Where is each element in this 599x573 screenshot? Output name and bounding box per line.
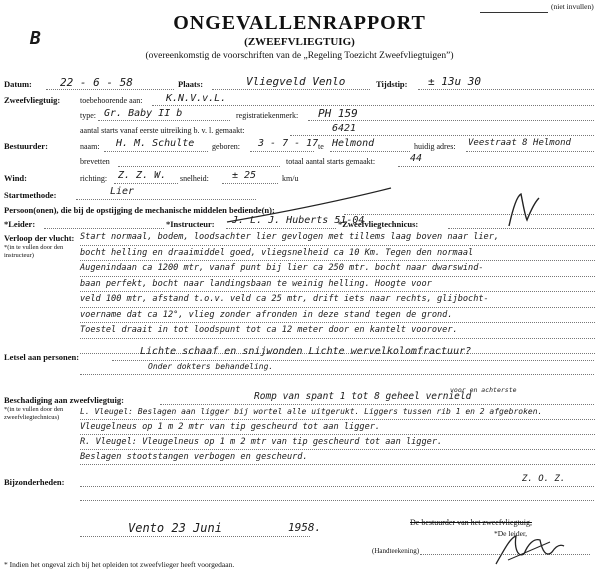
datum-value: 22 - 6 - 58 [60,76,133,89]
beschadiging-label: Beschadiging aan zweefvliegtuig: [4,395,124,405]
instructeur-line [226,228,336,229]
starts-label: aantal starts vanaf eerste uitreiking b. v. l. gemaakt: [80,126,245,135]
technicus-label: *Zweefvliegtechnicus: [338,219,419,229]
leider-signature [490,530,570,570]
datum-line [46,89,174,90]
verloop-line: bocht helling en draaimiddel goed, vliegsnelheid ca 10 Km. Tegen den normaal [80,246,595,262]
footer-place-date: Vento 23 Juni [128,521,222,535]
richting-line [114,183,178,184]
verloop-line: Start normaal, bodem, loodsachter lier gevlogen met tillems laag boven naar lier, [80,230,595,246]
bijzonderheden-line [80,486,594,487]
wind-label: Wind: [4,173,27,183]
type-line [98,120,230,121]
naam-value: H. M. Schulte [116,138,195,149]
tijdstip-line [418,89,594,90]
page-title: ONGEVALLENRAPPORT [173,12,426,34]
adres-line [466,151,594,152]
richting-label: richting: [80,174,108,183]
plaats-line [212,89,370,90]
datum-label: Datum: [4,79,32,89]
geboren-label: geboren: [212,142,240,151]
totaal-starts-value: 44 [410,153,423,164]
registratie-label: registratiekenmerk: [236,111,299,120]
starts-line [290,135,594,136]
leider-line [44,228,164,229]
naam-label: naam: [80,142,100,151]
bestuurder-label: Bestuurder: [4,141,48,151]
snelheid-label: snelheid: [180,174,209,183]
instructeur-value: J. L. J. Huberts 51-04 [232,215,365,226]
footer-year: 1958. [288,521,322,534]
beschadiging-top-value: Romp van spant 1 tot 8 geheel vernield [254,391,472,402]
tijdstip-value: ± 13u 30 [428,75,481,88]
zweefvliegtuig-label: Zweefvliegtuig: [4,95,61,105]
adres-label: huidig adres: [414,142,456,151]
letsel-line2: Onder dokters behandeling. [148,362,274,371]
registratie-line [308,120,594,121]
beschadiging-line-text: L. Vleugel: Beslagen aan ligger bij wortel alle uitgerukt. Liggers tussen rib 1 en 2 afgebroken. [80,405,595,420]
verloop-line: veld 100 mtr, afstand t.o.v. veld ca 25 mtr, drift iets naar rechts, glijbocht- [80,292,595,308]
beschadiging-line-text: Vleugelneus op 1 m 2 mtr van tip gescheurd tot aan ligger. [80,420,595,435]
page-subtitle: (ZWEEFVLIEGTUIG) [244,36,355,48]
richting-value: Z. Z. W. [118,170,167,181]
beschadiging-line-text: Beslagen stootstangen verbogen en gescheurd. [80,450,595,465]
type-label: type: [80,111,96,120]
verloop-label: Verloop der vlucht: [4,233,75,243]
geboren-line [250,151,314,152]
toebehoorende-value: K.N.V.v.L. [166,93,227,104]
beschadiging-lines [80,405,595,465]
brevetten-label: brevetten [80,157,110,166]
startmethode-value: Lier [110,186,135,197]
bijzonderheden-value: Z. O. Z. [522,474,566,484]
verloop-line: Toestel draait in tot loodspunt tot ca 12 meter door en kantelt voorover. [80,323,595,339]
footnote: * Indien het ongeval zich bij het opleiden tot zweefvlieger heeft voorgedaan. [4,560,235,569]
toebehoorende-line [152,105,594,106]
verloop-line: Augenindaan ca 1200 mtr, vanaf punt bij lier ca 250 mtr. bocht naar dwarswind- [80,261,595,277]
bestuurder-signature-label: De bestuurder van het zweefvliegtuig, [410,518,532,527]
letsel-label: Letsel aan personen: [4,352,80,362]
beschadiging-top-extra: voor en achterste [450,386,517,394]
bijzonderheden-line [80,500,594,501]
verloop-note: *(in te vullen door den instructeur) [4,244,64,259]
totaal-starts-line [398,166,594,167]
letsel-line [80,374,594,375]
verloop-line: voername dat ca 12°, vlieg zonder afronden in deze stand tegen de grond. [80,308,595,324]
starts-value: 6421 [332,123,357,134]
regulation-note: (overeenkomstig de voorschriften van de „Regeling Toezicht Zweefvliegtuigen”) [145,51,454,61]
te-label: te [318,142,324,151]
geboren-value: 3 - 7 - 17 [258,138,319,149]
letsel-line [112,360,594,361]
snelheid-value: ± 25 [232,170,257,181]
toebehoorende-label: toebehoorende aan: [80,96,143,105]
letsel-line1: Lichte schaaf en snijwonden Lichte wervelkolomfractuur? [140,346,472,357]
naam-line [104,151,208,152]
tijdstip-label: Tijdstip: [376,79,408,89]
plaats-value: Vliegveld Venlo [246,75,346,88]
beschadiging-line-text: R. Vleugel: Vleugelneus op 1 m 2 mtr van tip gescheurd tot aan ligger. [80,435,595,450]
verloop-line: baan perfekt, bocht naar landingsbaan te weinig helling. Hoogte voor [80,277,595,293]
personen-label: Persoon(onen), die bij de opstijging de mechanische middelen bediende(n): [4,205,275,215]
technicus-signature [505,190,545,230]
strike-through-stroke [225,184,395,228]
te-line [330,151,410,152]
type-value: Gr. Baby II b [104,108,183,119]
adres-value: Veestraat 8 Helmond [468,138,571,148]
verloop-lines [80,230,595,354]
instructeur-label: *Instructeur: [166,219,215,229]
brevetten-line [118,166,280,167]
snelheid-unit: km/u [282,174,299,183]
not-to-fill-note: (niet invullen) [551,2,594,11]
leider-label: *Leider: [4,219,36,229]
handteekening-label: (Handteekening) [372,547,420,555]
plaats-label: Plaats: [178,79,204,89]
leider-signature-label: *De leider, [494,529,528,538]
beschadiging-note: *(in te vullen door den zweefvliegtechnicus) [4,406,64,421]
te-value: Helmond [332,138,375,149]
totaal-starts-label: totaal aantal starts gemaakt: [286,157,376,166]
bijzonderheden-label: Bijzonderheden: [4,477,65,487]
startmethode-label: Startmethode: [4,190,57,200]
registratie-value: PH 159 [318,107,358,120]
corner-handwritten-mark: B [30,28,41,49]
footer-date-line [80,536,310,537]
